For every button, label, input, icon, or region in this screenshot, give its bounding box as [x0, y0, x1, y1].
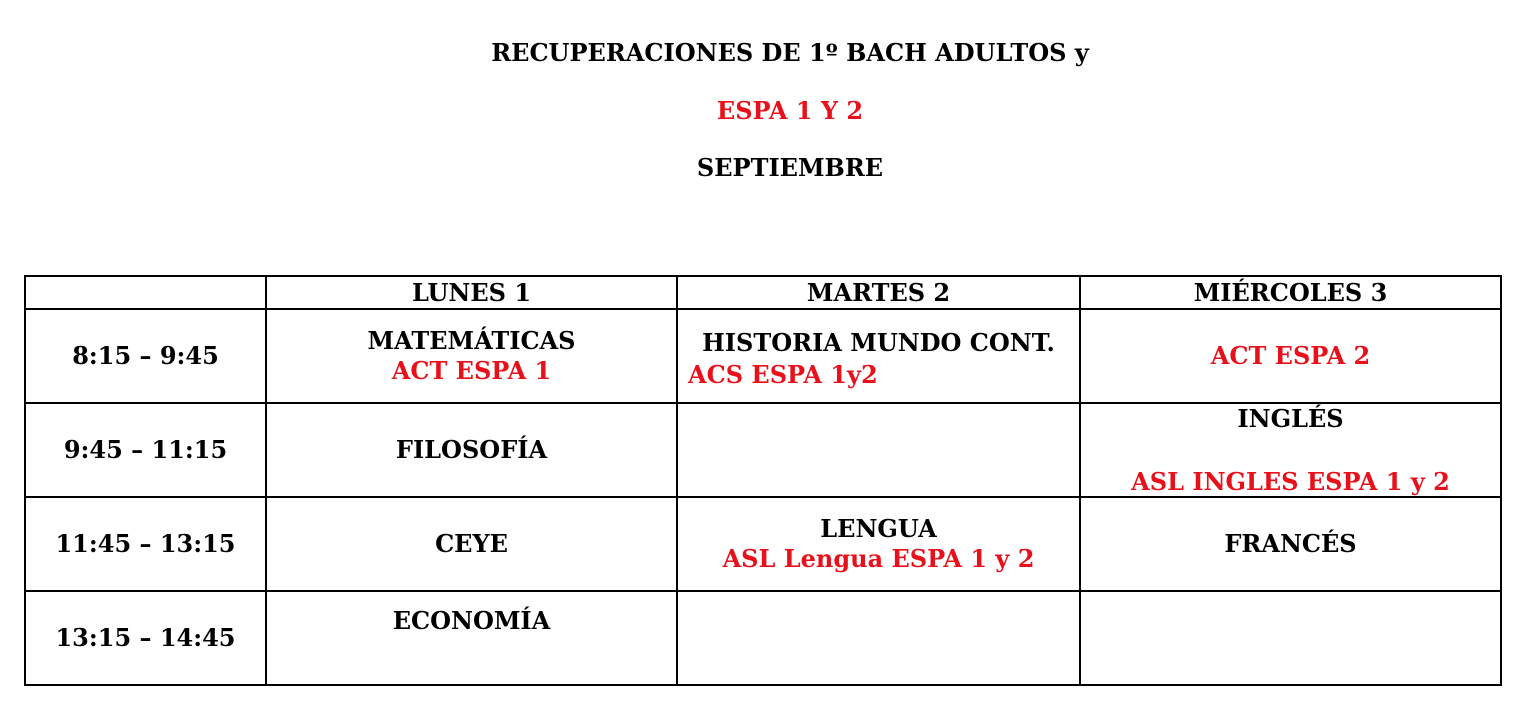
document-month: SEPTIEMBRE	[696, 153, 884, 182]
subject-note: ACT ESPA 1	[391, 356, 552, 385]
subject-label: HISTORIA MUNDO CONT.	[702, 328, 1055, 357]
subject-note: ASL Lengua ESPA 1 y 2	[722, 544, 1035, 573]
subject-label: CEYE	[435, 529, 508, 558]
table-row	[25, 309, 1501, 403]
header-cell-miercoles: MIÉRCOLES 3	[1080, 276, 1501, 309]
cell-martes	[677, 591, 1080, 685]
cell-miercoles	[1080, 403, 1501, 497]
table-row	[25, 497, 1501, 591]
cell-martes	[677, 497, 1080, 591]
document-title: RECUPERACIONES DE 1º BACH ADULTOS y	[491, 38, 1089, 67]
cell-lunes	[266, 403, 677, 497]
table-header-row	[25, 276, 1501, 309]
cell-lunes	[266, 309, 677, 403]
subject-label: LENGUA	[820, 514, 937, 543]
cell-lunes	[266, 591, 677, 685]
subject-label: FILOSOFÍA	[395, 435, 548, 464]
schedule-table	[24, 275, 1502, 686]
time-slot: 11:45 – 13:15	[25, 497, 266, 591]
cell-lunes	[266, 497, 677, 591]
header-cell-lunes: LUNES 1	[266, 276, 677, 309]
time-slot: 9:45 – 11:15	[25, 403, 266, 497]
document-subtitle: ESPA 1 Y 2	[716, 96, 864, 125]
subject-label: ECONOMÍA	[392, 606, 551, 635]
header-cell-empty	[25, 276, 266, 309]
table-row	[25, 591, 1501, 685]
cell-martes	[677, 309, 1080, 403]
subject-label: MATEMÁTICAS	[367, 326, 576, 355]
table-row	[25, 403, 1501, 497]
subject-label: FRANCÉS	[1224, 529, 1357, 558]
time-slot: 8:15 – 9:45	[25, 309, 266, 403]
cell-miercoles	[1080, 497, 1501, 591]
subject-note: ACS ESPA 1y2	[688, 360, 878, 389]
cell-miercoles	[1080, 309, 1501, 403]
header-cell-martes: MARTES 2	[677, 276, 1080, 309]
cell-miercoles	[1080, 591, 1501, 685]
time-slot: 13:15 – 14:45	[25, 591, 266, 685]
subject-label: INGLÉS	[1237, 404, 1344, 433]
cell-martes	[677, 403, 1080, 497]
subject-note: ACT ESPA 2	[1210, 341, 1371, 370]
subject-note: ASL INGLES ESPA 1 y 2	[1131, 467, 1450, 496]
